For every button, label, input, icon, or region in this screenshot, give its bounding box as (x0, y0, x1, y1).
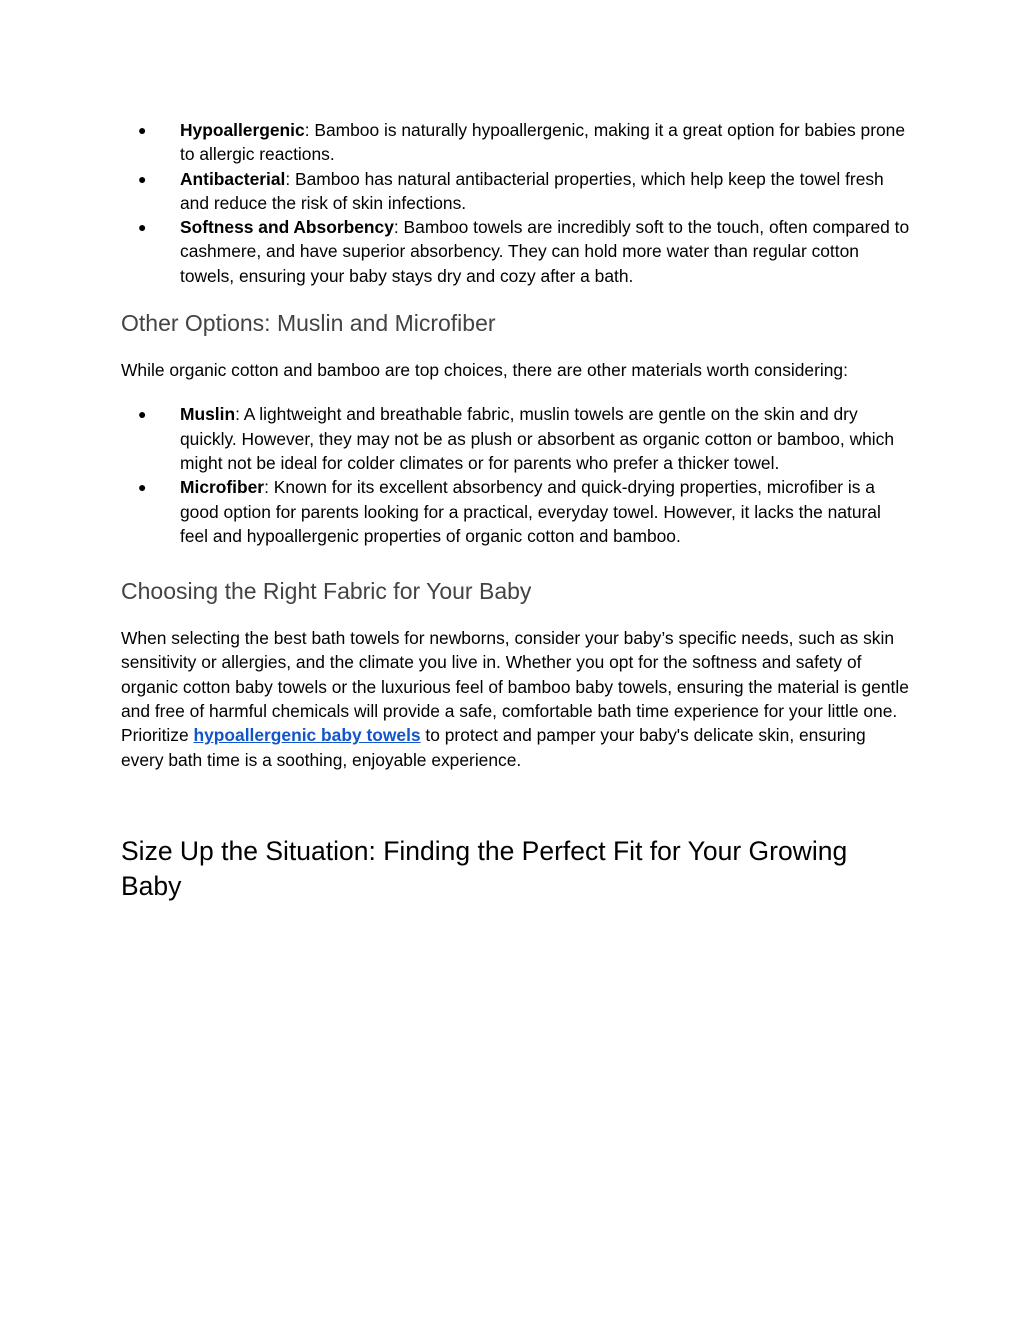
list-item (121, 118, 911, 167)
list-item (121, 167, 911, 216)
paragraph-text: to protect and pamper your baby's delicate skin, ensuring every bath time is a soothing, enjoyable experience. (121, 725, 866, 770)
paragraph-text: When selecting the best bath towels for newborns, consider your baby’s specific needs, such as skin sensitivity or allergies, and the climate you live in. Whether you opt for the softness and safety of organic cotton baby towels or the luxurious feel of bamboo baby towels, ensuring the material is gentle and free of harmful chemicals will provide a safe, comfortable bath time experience for your little one. Prioritize (121, 628, 909, 746)
other-options-list (121, 402, 911, 548)
choosing-fabric-paragraph (121, 626, 911, 772)
list-item-text: : A lightweight and breathable fabric, muslin towels are gentle on the skin and dry quickly. However, they may not be as plush or absorbent as organic cotton or bamboo, which might not be ideal for colder climates or for parents who prefer a thicker towel. (180, 404, 895, 473)
list-item-text: : Bamboo has natural antibacterial properties, which help keep the towel fresh and reduce the risk of skin infections. (180, 168, 884, 213)
list-item-term: Softness and Absorbency (180, 217, 394, 238)
list-item-term: Hypoallergenic (180, 120, 305, 140)
list-item-text: : Bamboo towels are incredibly soft to the touch, often compared to cashmere, and have superior absorbency. They can hold more water than regular cotton towels, ensuring your baby stays dry and cozy after a bath. (180, 217, 910, 286)
list-item-text: : Known for its excellent absorbency and quick-drying properties, microfiber is a good option for parents looking for a practical, everyday towel. However, it lacks the natural feel and hypoallergenic properties of organic cotton and bamboo. (180, 477, 881, 546)
bullet-icon: ● (138, 219, 147, 236)
choosing-fabric-heading: Choosing the Right Fabric for Your Baby (121, 578, 532, 605)
bamboo-benefits-list (121, 118, 911, 288)
bullet-icon: ● (138, 170, 147, 187)
bullet-icon: ● (138, 406, 147, 423)
other-options-heading: Other Options: Muslin and Microfiber (121, 310, 496, 337)
list-item (121, 475, 911, 548)
list-item-term: Antibacterial (180, 168, 286, 189)
hypoallergenic-baby-towels-link[interactable]: hypoallergenic baby towels (193, 725, 421, 746)
list-item (121, 402, 911, 475)
list-item-term: Microfiber (180, 477, 265, 498)
list-item-term: Muslin (180, 404, 236, 425)
document-page (121, 118, 911, 904)
list-item-text: : Bamboo is naturally hypoallergenic, making it a great option for babies prone to allergic reactions. (180, 120, 906, 165)
other-options-intro: While organic cotton and bamboo are top choices, there are other materials worth considering: (121, 360, 848, 381)
bullet-icon: ● (138, 122, 147, 138)
bullet-icon: ● (138, 479, 147, 496)
size-up-heading: Size Up the Situation: Finding the Perfect Fit for Your Growing Baby (121, 835, 848, 901)
list-item (121, 215, 911, 288)
